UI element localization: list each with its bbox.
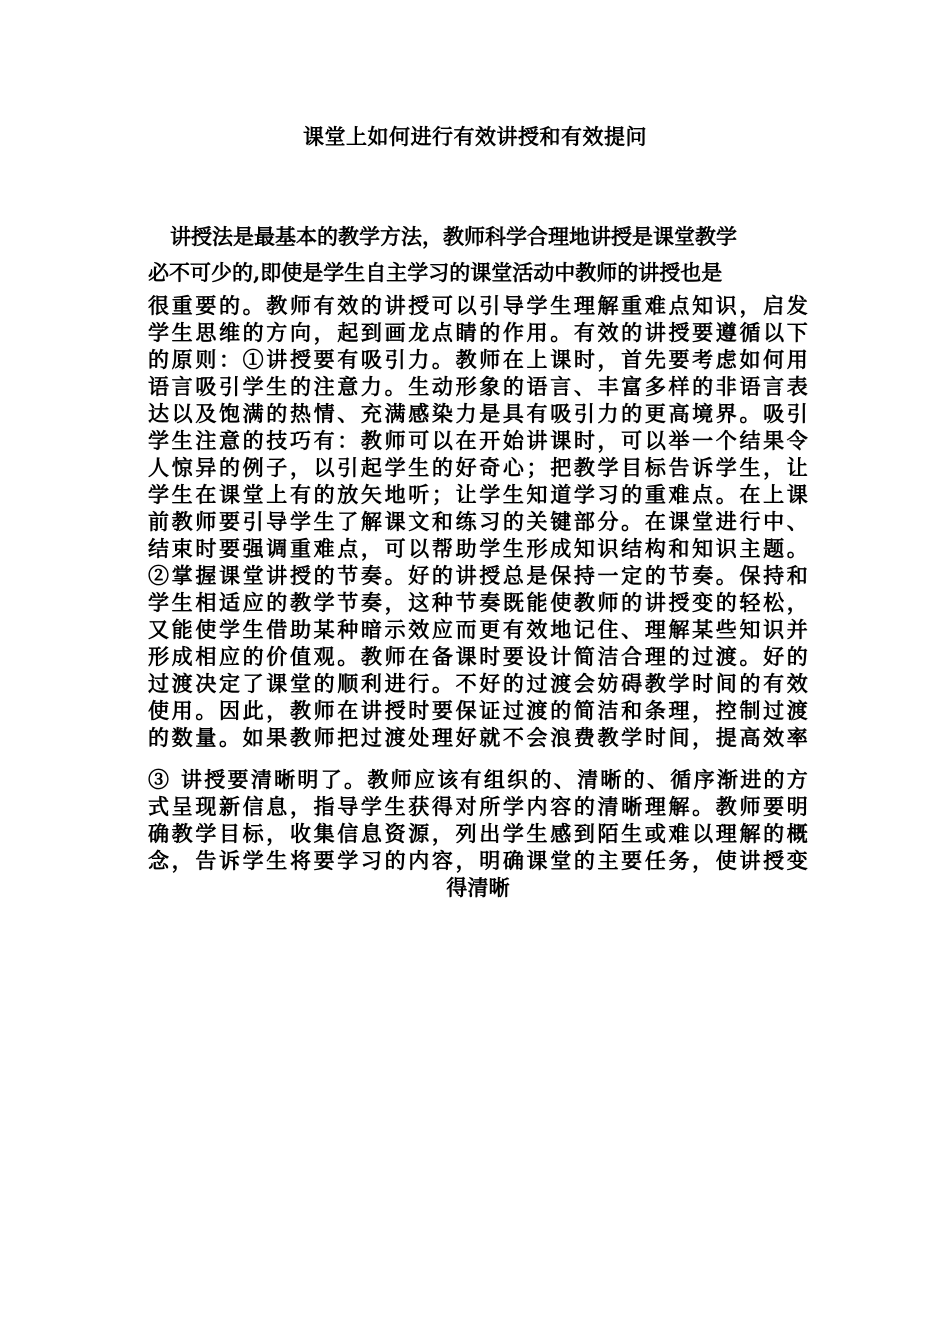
paragraph-line: 形成相应的价值观。教师在备课时要设计简洁合理的过渡。好的 [148, 644, 808, 669]
paragraph-line: 念，告诉学生将要学习的内容，明确课堂的主要任务，使讲授变 [148, 848, 808, 873]
paragraph-line: ③ 讲授要清晰明了。教师应该有组织的、清晰的、循序渐进的方 [148, 767, 808, 792]
paragraph-line: 很重要的。教师有效的讲授可以引导学生理解重难点知识，启发 [148, 293, 808, 318]
paragraph-line: 的原则：①讲授要有吸引力。教师在上课时，首先要考虑如何用 [148, 347, 808, 372]
paragraph-line: 学生思维的方向，起到画龙点睛的作用。有效的讲授要遵循以下 [148, 320, 808, 345]
paragraph-line: 使用。因此，教师在讲授时要保证过渡的简洁和条理，控制过渡 [148, 698, 808, 723]
document-title: 课堂上如何进行有效讲授和有效提问 [303, 124, 647, 149]
third-paragraph [148, 766, 808, 901]
main-paragraph [148, 292, 808, 751]
paragraph-line: 学生在课堂上有的放矢地听；让学生知道学习的重难点。在上课 [148, 482, 808, 507]
paragraph-line: 学生注意的技巧有：教师可以在开始讲课时，可以举一个结果令 [148, 428, 808, 453]
intro-line-2: 必不可少的,即使是学生自主学习的课堂活动中教师的讲授也是 [148, 260, 723, 285]
paragraph-line: 的数量。如果教师把过渡处理好就不会浪费教学时间，提高效率 [148, 725, 808, 750]
paragraph-line: 前教师要引导学生了解课文和练习的关键部分。在课堂进行中、 [148, 509, 808, 534]
paragraph-line: 结束时要强调重难点，可以帮助学生形成知识结构和知识主题。 [148, 536, 808, 561]
paragraph-line: 式呈现新信息，指导学生获得对所学内容的清晰理解。教师要明 [148, 794, 808, 819]
paragraph-line: 学生相适应的教学节奏，这种节奏既能使教师的讲授变的轻松， [148, 590, 808, 615]
intro-line-1: 讲授法是最基本的教学方法，教师科学合理地讲授是课堂教学 [170, 224, 737, 249]
paragraph-line: ②掌握课堂讲授的节奏。好的讲授总是保持一定的节奏。保持和 [148, 563, 808, 588]
paragraph-line: 过渡决定了课堂的顺利进行。不好的过渡会妨碍教学时间的有效 [148, 671, 808, 696]
paragraph-line: 人惊异的例子，以引起学生的好奇心；把教学目标告诉学生，让 [148, 455, 808, 480]
paragraph-line: 语言吸引学生的注意力。生动形象的语言、丰富多样的非语言表 [148, 374, 808, 399]
paragraph-line: 达以及饱满的热情、充满感染力是具有吸引力的更高境界。吸引 [148, 401, 808, 426]
paragraph-line: 确教学目标，收集信息资源，列出学生感到陌生或难以理解的概 [148, 821, 808, 846]
paragraph-last-line: 得清晰 [446, 875, 510, 900]
paragraph-line: 又能使学生借助某种暗示效应而更有效地记住、理解某些知识并 [148, 617, 808, 642]
